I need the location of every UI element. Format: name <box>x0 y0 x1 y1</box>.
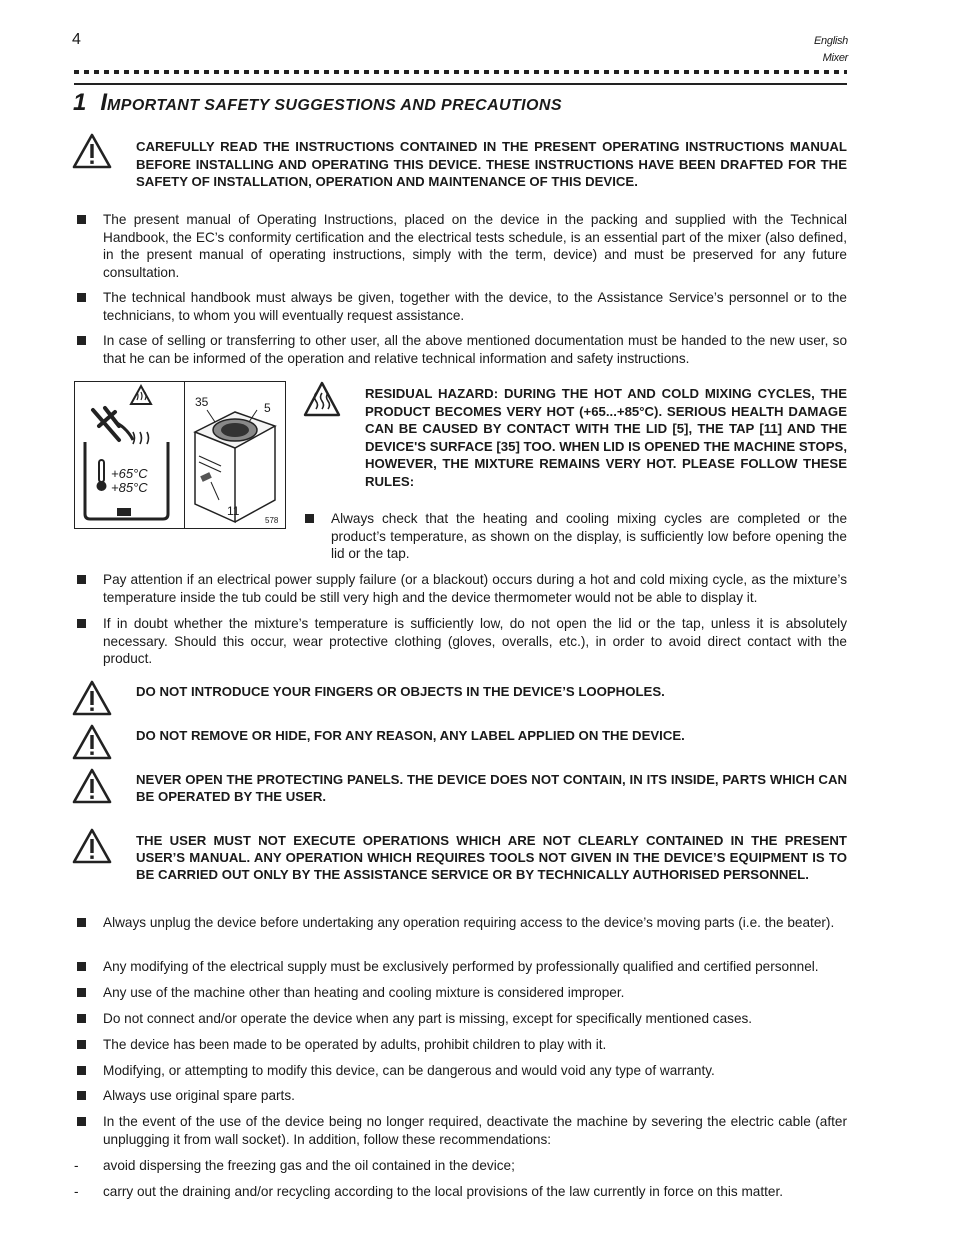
dash-item: - carry out the draining and/or recycling according to the local provisions of the law currently in force on this matter. <box>74 1183 847 1201</box>
temp-high-label: +65°C <box>111 466 148 481</box>
section-title-rest: MPORTANT SAFETY SUGGESTIONS AND PRECAUTIONS <box>107 97 562 114</box>
warning-triangle-icon <box>72 680 112 716</box>
warning-labels: DO NOT REMOVE OR HIDE, FOR ANY REASON, ANY LABEL APPLIED ON THE DEVICE. <box>136 728 685 743</box>
hazard-figure <box>74 381 286 529</box>
header-rule <box>74 83 847 85</box>
list-item: Always check that the heating and cooling mixing cycles are completed or the product’s temperature, as shown on the display, is sufficiently low before opening the lid or the tap. <box>302 510 847 563</box>
figure-code: 578 <box>265 516 279 525</box>
warning-triangle-icon <box>72 768 112 804</box>
list-item: The present manual of Operating Instructions, placed on the device in the packing and supplied with the Technical Handbook, the EC’s conformity certification and the electrical tests schedule, is an essential part of the mixer (also defined, in the present manual of operating instructions, simply with the term, device) and must be preserved for any future consultation. <box>74 211 847 281</box>
page-number: 4 <box>72 31 81 48</box>
warning-operations: THE USER MUST NOT EXECUTE OPERATIONS WHICH ARE NOT CLEARLY CONTAINED IN THE PRESENT USER’S MANUAL. ANY OPERATION WHICH REQUIRES TOOLS NOT GIVEN IN THE DEVICE’S EQUIPMENT IS TO BE CARRIED OUT ONLY BY THE ASSISTANCE SERVICE OR BY TECHNICALLY AUTHORISED PERSONNEL. <box>136 833 847 882</box>
warning-loopholes: DO NOT INTRODUCE YOUR FINGERS OR OBJECTS IN THE DEVICE’S LOOPHOLES. <box>136 684 665 699</box>
list-item: The technical handbook must always be given, together with the device, to the Assistance Service’s personnel or to the technicians, to whom you will eventually request assistance. <box>74 289 847 324</box>
list-item: In case of selling or transferring to other user, all the above mentioned documentation must be handed to the new user, so that he can be informed of the operation and relative technical information and safety instructions. <box>74 332 847 367</box>
list-item: Pay attention if an electrical power supply failure (or a blackout) occurs during a hot and cold mixing cycle, as the mixture’s temperature inside the tub could be still very high and the device thermometer would not be able to display it. <box>74 571 847 606</box>
callout-surface: 35 <box>195 395 209 409</box>
intro-warning: CAREFULLY READ THE INSTRUCTIONS CONTAINED IN THE PRESENT OPERATING INSTRUCTIONS MANUAL BEFORE INSTALLING AND OPERATING THIS DEVICE. THESE INSTRUCTIONS HAVE BEEN DRAFTED FOR THE SAFETY OF INSTALLATION, OPERATION AND MAINTENANCE OF THIS DEVICE. <box>136 139 847 189</box>
warning-triangle-icon <box>72 724 112 760</box>
list-item: Do not connect and/or operate the device when any part is missing, except for specifically mentioned cases. <box>74 1010 847 1028</box>
section-title <box>73 89 562 117</box>
temp-low-label: +85°C <box>111 480 148 495</box>
dash-item: - avoid dispersing the freezing gas and the oil contained in the device; <box>74 1157 847 1175</box>
list-item: Always use original spare parts. <box>74 1087 847 1105</box>
list-item: Modifying, or attempting to modify this device, can be dangerous and would void any type of warranty. <box>74 1062 847 1080</box>
list-item: In the event of the use of the device being no longer required, deactivate the machine by severing the electric cable (after unplugging it from wall socket). In addition, follow these recommendations: <box>74 1113 847 1148</box>
hot-surface-icon <box>303 381 341 417</box>
running-header <box>814 33 848 67</box>
residual-hazard-warning: RESIDUAL HAZARD: DURING THE HOT AND COLD MIXING CYCLES, THE PRODUCT BECOMES VERY HOT (+65...+85°C). SERIOUS HEALTH DAMAGE CAN BE CAUSED BY CONTACT WITH THE LID [5], THE TAP [11] AND THE DEVICE'S SURFACE [35] TOO. WHEN LID IS OPENED THE MACHINE STOPS, HOWEVER, THE MIXTURE REMAINS VERY HOT. PLEASE FOLLOW THESE RULES: <box>365 386 847 489</box>
list-item: Any use of the machine other than heating and cooling mixture is considered improper. <box>74 984 847 1002</box>
list-item: Any modifying of the electrical supply must be exclusively performed by professionally qualified and certified personnel. <box>74 958 847 976</box>
callout-lid: 5 <box>264 401 271 415</box>
callout-tap: 11 <box>227 504 240 518</box>
hot-tub-illustration <box>75 382 184 528</box>
dotted-divider <box>74 70 847 74</box>
warning-triangle-icon <box>72 828 112 864</box>
section-title-initial: I <box>100 89 108 116</box>
list-item: Always unplug the device before undertaking any operation requiring access to the device’s moving parts (i.e. the beater). <box>74 914 847 932</box>
warning-triangle-icon <box>72 133 112 169</box>
list-item: If in doubt whether the mixture’s temperature is sufficiently low, do not open the lid or the tap, unless it is absolutely necessary. Should this occur, wear protective clothing (gloves, overalls, etc.), in order to avoid direct contact with the product. <box>74 615 847 668</box>
header-language: English <box>814 35 848 47</box>
warning-panels: NEVER OPEN THE PROTECTING PANELS. THE DEVICE DOES NOT CONTAIN, IN ITS INSIDE, PARTS WHICH CAN BE OPERATED BY THE USER. <box>136 772 847 804</box>
header-product: Mixer <box>822 52 848 64</box>
section-number: 1 <box>73 89 87 116</box>
list-item: The device has been made to be operated by adults, prohibit children to play with it. <box>74 1036 847 1054</box>
